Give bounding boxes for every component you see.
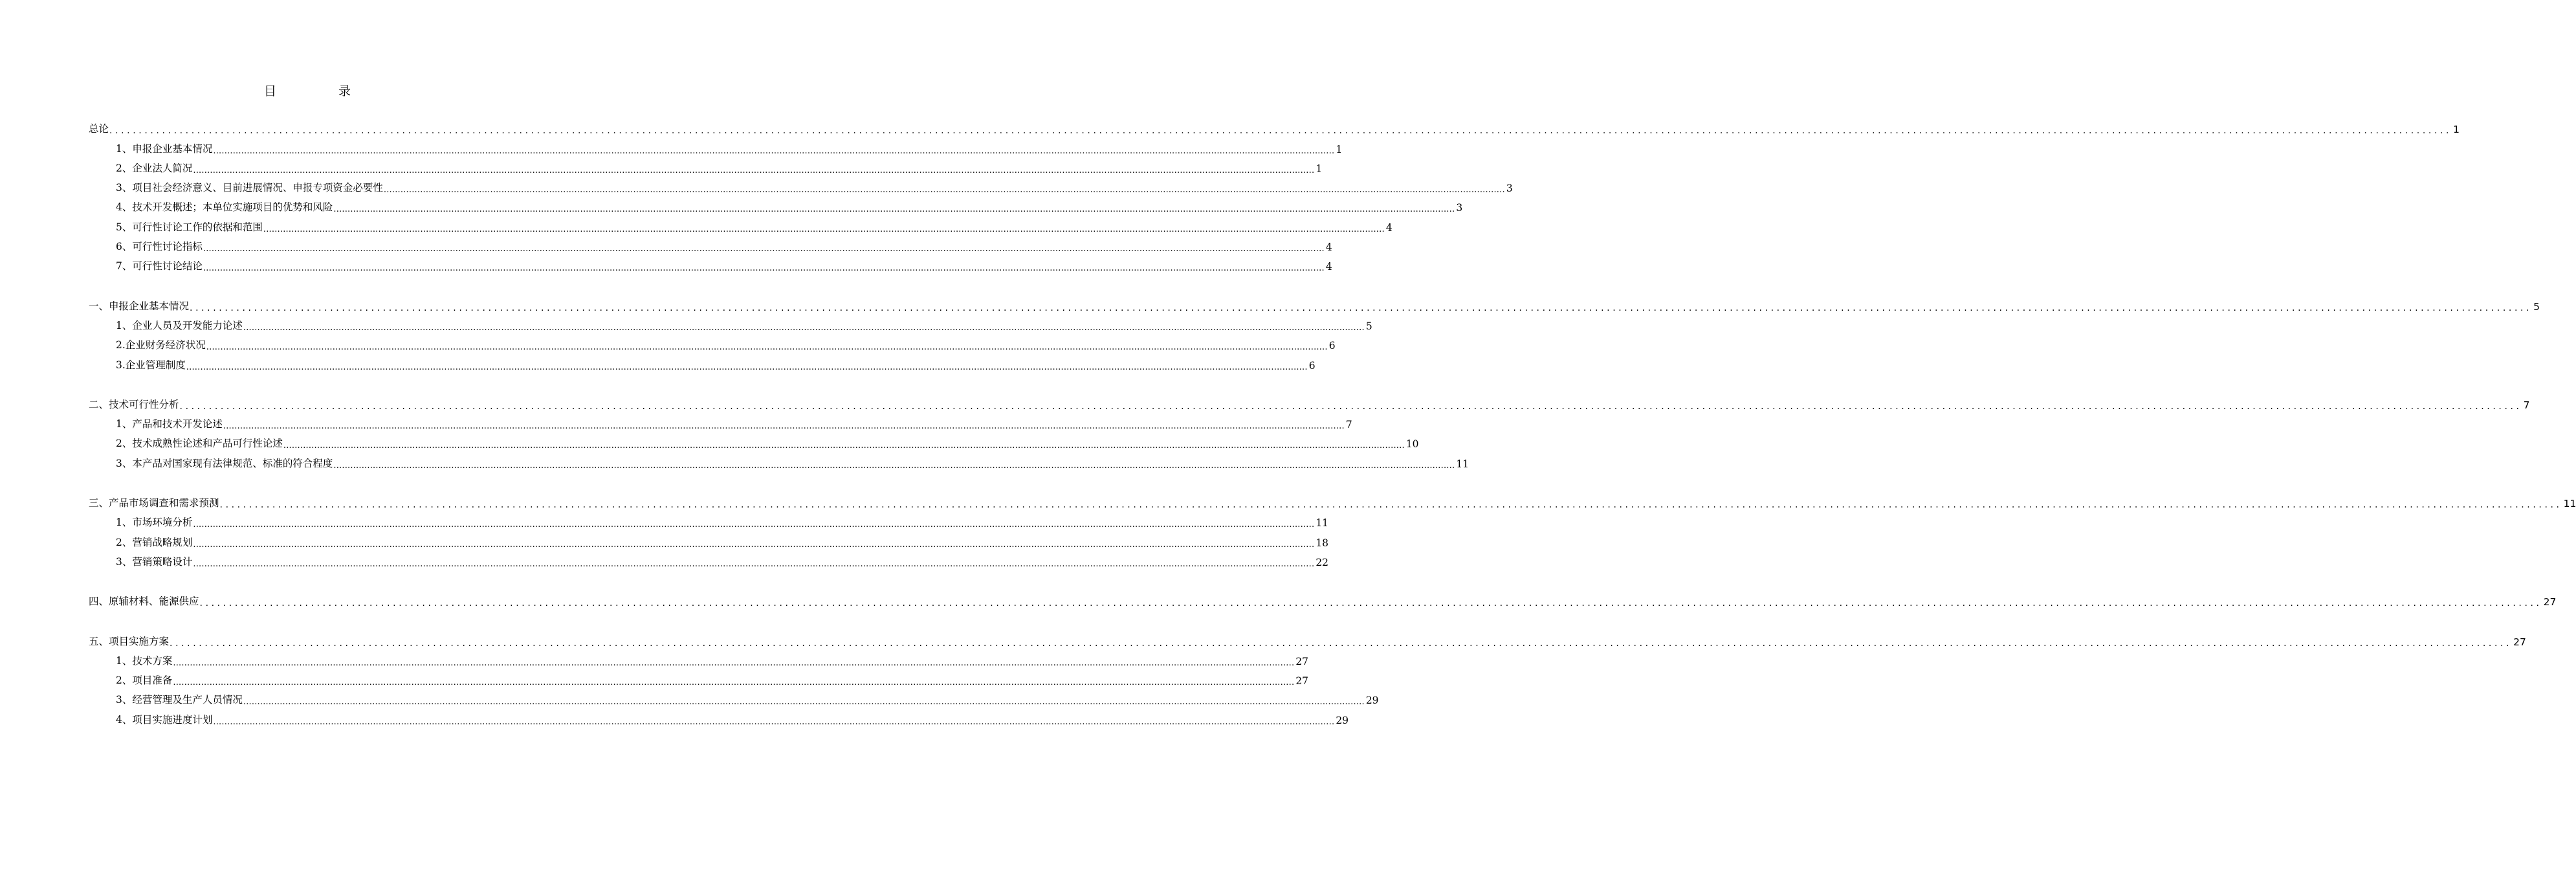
toc-dot-leader: ................................................................................................................................................................................................................................................................................................................................................................................................................ (109, 126, 2452, 137)
toc-dot-leader: ................................................................................................................................................................................................................................................................................................................................................................................................................ (206, 342, 1328, 353)
toc-dot-leader: ................................................................................................................................................................................................................................................................................................................................................................................................................ (199, 598, 2542, 609)
toc-dot-leader: ................................................................................................................................................................................................................................................................................................................................................................................................................ (203, 244, 1325, 254)
toc-dot-leader: ................................................................................................................................................................................................................................................................................................................................................................................................................ (243, 322, 1365, 333)
toc-entry-label: 3、经营管理及生产人员情况 (116, 694, 243, 706)
toc-dot-leader: ................................................................................................................................................................................................................................................................................................................................................................................................................ (193, 520, 1315, 530)
toc-entry-label: 3、营销策略设计 (116, 555, 193, 568)
toc-entry-label: 五、项目实施方案 (89, 635, 170, 647)
toc-entry-label: 1、申报企业基本情况 (116, 142, 213, 155)
toc-subsection-entry[interactable] (89, 256, 1332, 276)
toc-dot-leader: ................................................................................................................................................................................................................................................................................................................................................................................................................ (383, 185, 1505, 195)
toc-page-number: 6 (1308, 359, 1316, 372)
toc-subsection-entry[interactable] (89, 532, 1329, 552)
toc-entry-label: 4、项目实施进度计划 (116, 713, 213, 726)
toc-entry-label: 7、可行性讨论结论 (116, 260, 203, 273)
toc-entry-label: 4、技术开发概述；本单位实施项目的优势和风险 (116, 201, 333, 214)
toc-entry-label: 二、技术可行性分析 (89, 398, 179, 410)
toc-entry-label: 一、申报企业基本情况 (89, 300, 190, 312)
toc-entry-label: 三、产品市场调查和需求预测 (89, 497, 219, 509)
toc-page-number: 6 (1328, 340, 1336, 352)
toc-entry-label: 2、项目准备 (116, 675, 173, 687)
toc-entry-label: 3、本产品对国家现有法律规范、标准的符合程度 (116, 457, 333, 469)
toc-entry-label: 5、可行性讨论工作的依据和范围 (116, 221, 263, 233)
toc-section-entry[interactable] (89, 631, 2526, 651)
toc-dot-leader: ................................................................................................................................................................................................................................................................................................................................................................................................................ (203, 263, 1325, 274)
toc-page-number: 7 (2523, 399, 2530, 411)
toc-page-number: 5 (2533, 300, 2540, 313)
toc-page-number: 1 (2453, 124, 2460, 136)
toc-subsection-entry[interactable] (89, 453, 1470, 473)
toc-subsection-entry[interactable] (89, 197, 1463, 217)
toc-title (0, 82, 615, 99)
toc-title-char-1: 目 (263, 84, 276, 98)
toc-subsection-entry[interactable] (89, 552, 1329, 572)
toc-page-number: 11 (1456, 458, 1470, 470)
toc-dot-leader: ................................................................................................................................................................................................................................................................................................................................................................................................................ (223, 421, 1345, 432)
toc-entry-label: 2、企业法人简况 (116, 162, 193, 174)
toc-dot-leader: ................................................................................................................................................................................................................................................................................................................................................................................................................ (263, 224, 1385, 234)
toc-subsection-entry[interactable] (89, 690, 1379, 709)
toc-subsection-entry[interactable] (89, 651, 1309, 671)
toc-subsection-entry[interactable] (89, 671, 1309, 690)
toc-page-number: 11 (2563, 498, 2576, 510)
toc-dot-leader: ................................................................................................................................................................................................................................................................................................................................................................................................................ (173, 678, 1295, 688)
toc-subsection-entry[interactable] (89, 414, 1352, 434)
toc-page-number: 29 (1365, 695, 1379, 707)
toc-section-entry[interactable] (89, 493, 2576, 513)
toc-dot-leader: ................................................................................................................................................................................................................................................................................................................................................................................................................ (283, 441, 1405, 451)
toc-dot-leader: ................................................................................................................................................................................................................................................................................................................................................................................................................ (193, 165, 1315, 175)
toc-entry-label: 1、技术方案 (116, 654, 173, 667)
toc-subsection-entry[interactable] (89, 335, 1336, 355)
toc-dot-leader: ................................................................................................................................................................................................................................................................................................................................................................................................................ (193, 539, 1315, 550)
toc-subsection-entry[interactable] (89, 355, 1316, 374)
toc-dot-leader: ................................................................................................................................................................................................................................................................................................................................................................................................................ (170, 638, 2513, 649)
toc-entry-label: 2.企业财务经济状况 (116, 339, 206, 351)
toc-subsection-entry[interactable] (89, 316, 1372, 335)
toc-subsection-entry[interactable] (89, 159, 1323, 178)
toc-section-entry[interactable] (89, 395, 2530, 414)
toc-page-number: 7 (1345, 419, 1352, 431)
toc-dot-leader: ................................................................................................................................................................................................................................................................................................................................................................................................................ (213, 717, 1335, 727)
toc-page-number: 22 (1316, 556, 1329, 568)
toc-entry-label: 6、可行性讨论指标 (116, 241, 203, 253)
toc-dot-leader: ................................................................................................................................................................................................................................................................................................................................................................................................................ (186, 362, 1308, 372)
toc-page-number: 3 (1456, 202, 1463, 214)
toc-dot-leader: ................................................................................................................................................................................................................................................................................................................................................................................................................ (243, 697, 1365, 708)
toc-dot-leader: ................................................................................................................................................................................................................................................................................................................................................................................................................ (333, 205, 1455, 215)
toc-dot-leader: ................................................................................................................................................................................................................................................................................................................................................................................................................ (193, 559, 1315, 569)
toc-dot-leader: ................................................................................................................................................................................................................................................................................................................................................................................................................ (173, 658, 1295, 668)
toc-entry-label: 1、企业人员及开发能力论述 (116, 319, 243, 331)
toc-subsection-entry[interactable] (89, 709, 1349, 729)
toc-page-number: 11 (1316, 517, 1329, 530)
toc-subsection-entry[interactable] (89, 139, 1343, 158)
toc-page-number: 4 (1325, 261, 1332, 273)
toc-title-char-2: 录 (338, 84, 351, 98)
toc-entry-label: 总论 (89, 123, 109, 135)
toc-page-number: 1 (1316, 162, 1323, 175)
toc-page-number: 18 (1316, 537, 1329, 549)
toc-dot-leader: ................................................................................................................................................................................................................................................................................................................................................................................................................ (190, 302, 2533, 313)
toc-page-number: 27 (2513, 636, 2526, 648)
toc-entry-label: 2、营销战略规划 (116, 536, 193, 548)
toc-page-number: 5 (1365, 320, 1372, 332)
toc-subsection-entry[interactable] (89, 178, 1513, 197)
toc-section-entry[interactable] (89, 296, 2540, 315)
toc-subsection-entry[interactable] (89, 434, 1419, 453)
toc-entry-label: 3.企业管理制度 (116, 359, 186, 371)
toc-dot-leader: ................................................................................................................................................................................................................................................................................................................................................................................................................ (179, 401, 2522, 412)
toc-page-number: 4 (1325, 241, 1332, 254)
toc-entry-label: 四、原辅材料、能源供应 (89, 596, 199, 608)
toc-section-entry[interactable] (89, 592, 2557, 611)
toc-page-number: 27 (1295, 655, 1309, 667)
toc-page-number: 27 (2543, 596, 2557, 608)
table-of-contents (89, 119, 2576, 730)
toc-section-entry[interactable] (89, 119, 2460, 139)
toc-subsection-entry[interactable] (89, 237, 1332, 256)
toc-dot-leader: ................................................................................................................................................................................................................................................................................................................................................................................................................ (219, 500, 2562, 511)
toc-page-number: 27 (1295, 675, 1309, 687)
toc-entry-label: 2、技术成熟性论述和产品可行性论述 (116, 438, 283, 450)
toc-dot-leader: ................................................................................................................................................................................................................................................................................................................................................................................................................ (213, 146, 1335, 156)
toc-dot-leader: ................................................................................................................................................................................................................................................................................................................................................................................................................ (333, 460, 1455, 471)
toc-entry-label: 1、市场环境分析 (116, 517, 193, 529)
toc-page-number: 3 (1506, 183, 1513, 195)
toc-page-number: 4 (1385, 221, 1393, 234)
toc-subsection-entry[interactable] (89, 513, 1329, 532)
toc-page-number: 29 (1336, 714, 1349, 726)
toc-subsection-entry[interactable] (89, 217, 1393, 236)
toc-page-number: 10 (1405, 438, 1419, 451)
toc-entry-label: 3、项目社会经济意义、目前进展情况、申报专项资金必要性 (116, 182, 383, 194)
toc-entry-label: 1、产品和技术开发论述 (116, 418, 223, 430)
toc-page-number: 1 (1336, 143, 1343, 155)
